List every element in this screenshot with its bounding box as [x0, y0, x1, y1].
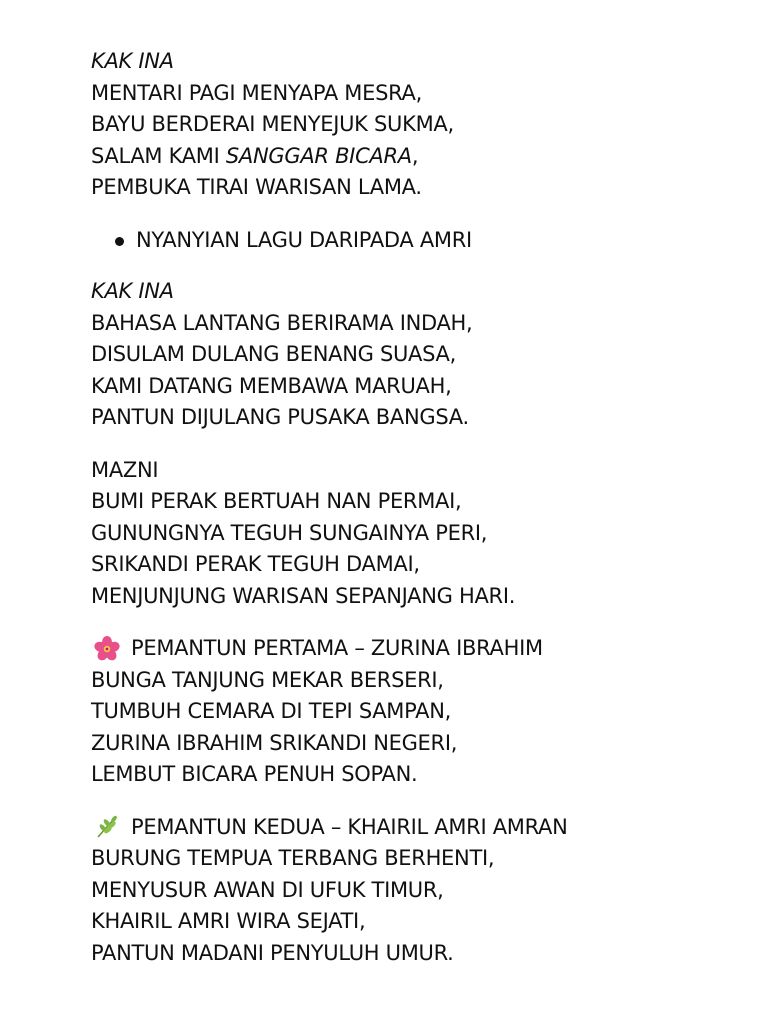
verse-line: KHAIRIL AMRI WIRA SEJATI, [91, 909, 366, 933]
section-heading [91, 633, 731, 665]
verse-line: MENYUSUR AWAN DI UFUK TIMUR, [91, 877, 444, 902]
stanza-kak-ina-opening [91, 46, 731, 204]
stanza-mazni [91, 455, 731, 613]
verse-line: ZURINA IBRAHIM SRIKANDI NEGERI, [91, 730, 458, 755]
verse-line [91, 141, 731, 173]
speaker-name: KAK INA [91, 279, 174, 303]
speaker-name: KAK INA [91, 49, 174, 73]
verse-line: BAHASA LANTANG BERIRAMA INDAH, [91, 310, 473, 335]
verse-line: LEMBUT BICARA PENUH SOPAN. [91, 762, 418, 786]
verse-line: BUMI PERAK BERTUAH NAN PERMAI, [91, 489, 462, 513]
verse-line: MENTARI PAGI MENYAPA MESRA, [91, 80, 422, 105]
verse-line: PANTUN DIJULANG PUSAKA BANGSA. [91, 405, 469, 429]
verse-punctuation: , [411, 143, 419, 168]
verse-line: KAMI DATANG MEMBAWA MARUAH, [91, 373, 452, 398]
verse-line: TUMBUH CEMARA DI TEPI SAMPAN, [91, 699, 452, 723]
verse-line: PEMBUKA TIRAI WARISAN LAMA. [91, 175, 422, 199]
verse-line: BUNGA TANJUNG MEKAR BERSERI, [91, 667, 444, 692]
verse-line: SRIKANDI PERAK TEGUH DAMAI, [91, 552, 420, 576]
document-page [91, 46, 731, 990]
heading-text: PEMANTUN PERTAMA – ZURINA IBRAHIM [131, 636, 543, 660]
verse-text: SALAM KAMI [91, 143, 226, 168]
verse-line: PANTUN MADANI PENYULUH UMUR. [91, 940, 454, 965]
verse-line: GUNUNGNYA TEGUH SUNGAINYA PERI, [91, 520, 488, 545]
speaker-name: MAZNI [91, 457, 159, 482]
hibiscus-icon [94, 636, 120, 662]
heading-text: PEMANTUN KEDUA – KHAIRIL AMRI AMRAN [131, 814, 568, 839]
verse-line: MENJUNJUNG WARISAN SEPANJANG HARI. [91, 583, 516, 608]
stanza-pemantun-kedua [91, 812, 731, 970]
section-heading [91, 812, 731, 844]
bullet-text: NYANYIAN LAGU DARIPADA AMRI [136, 227, 472, 252]
verse-line: BAYU BERDERAI MENYEJUK SUKMA, [91, 112, 454, 136]
stanza-pemantun-pertama [91, 633, 731, 791]
verse-line: BURUNG TEMPUA TERBANG BERHENTI, [91, 846, 495, 870]
bullet-dot-icon [115, 237, 124, 246]
program-name: SANGGAR BICARA [225, 143, 412, 168]
herb-icon [94, 814, 120, 840]
bullet-item [91, 225, 731, 257]
verse-line: DISULAM DULANG BENANG SUASA, [91, 342, 456, 366]
stanza-kak-ina-second [91, 276, 731, 434]
